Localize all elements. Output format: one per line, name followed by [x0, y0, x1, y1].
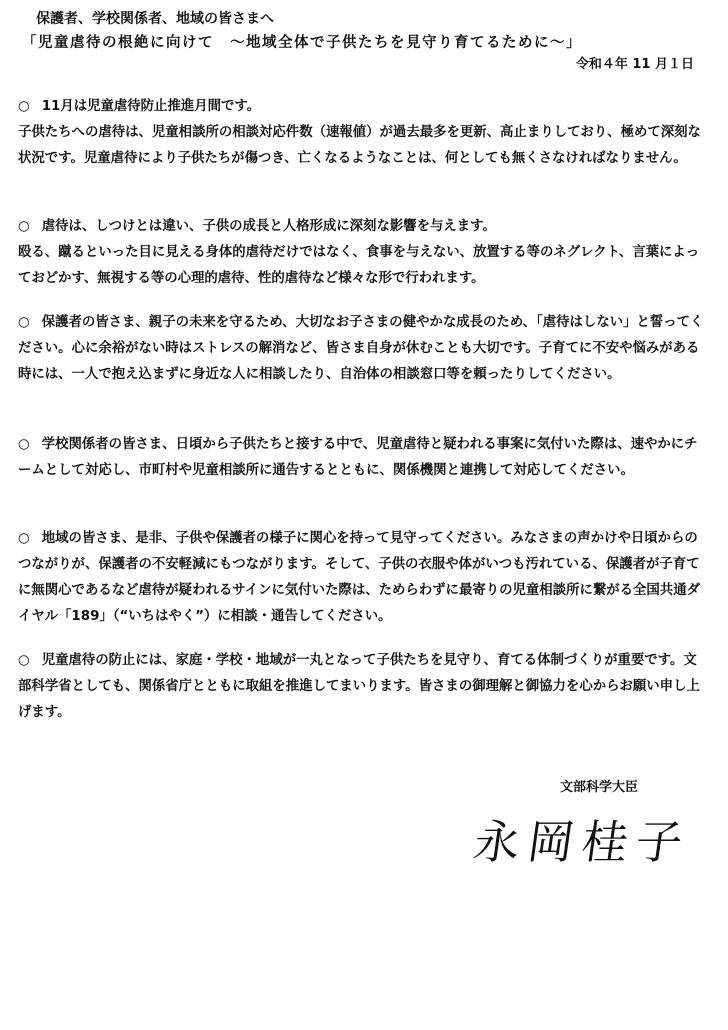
paragraph-text: 児童虐待の防止には、家庭・学校・地域が一丸となって子供たちを見守り、育てる体制づくりが重要です。文部科学省としても、関係省庁とともに取組を推進してまいります。皆さまの御理解と御協力を心からお願い申し上げます。 [18, 653, 700, 720]
letter-title: 「児童虐待の根絶に向けて ～地域全体で子供たちを見守り育てるために～」 [22, 35, 582, 51]
section-paragraph [18, 310, 708, 388]
addressee-line: 保護者、学校関係者、地域の皆さまへ [36, 11, 274, 27]
circle-bullet-icon: ○ [18, 653, 30, 668]
section-paragraph [18, 648, 708, 726]
section-paragraph [18, 526, 708, 630]
section-awareness-month [18, 94, 708, 172]
circle-bullet-icon: ○ [18, 531, 30, 546]
circle-bullet-icon: ○ [18, 437, 30, 452]
circle-bullet-icon: ○ [18, 219, 30, 234]
section-school-staff [18, 432, 708, 484]
section-body: 殴る、蹴るといった目に見える身体的虐待だけではなく、食事を与えない、放置する等のネグレクト、言葉によっておどかす、無視する等の心理的虐待、性的虐待など様々な形で行われます。 [18, 245, 700, 286]
circle-bullet-icon: ○ [18, 99, 30, 114]
heading-text: 11月は児童虐待防止推進月間です。 [41, 99, 261, 114]
paragraph-text: 学校関係者の皆さま、日頃から子供たちと接する中で、児童虐待と疑われる事案に気付いた際は、速やかにチームとして対応し、市町村や児童相談所に通告するとともに、関係機関と連携して対応してください。 [18, 437, 698, 478]
minister-title: 文部科学大臣 [560, 780, 639, 795]
section-paragraph [18, 432, 708, 484]
section-guardians [18, 310, 708, 388]
section-body: 子供たちへの虐待は、児童相談所の相談対応件数（速報値）が過去最多を更新、高止まりしており、極めて深刻な状況です。児童虐待により子供たちが傷つき、亡くなるようなことは、何としても無くさなければなりません。 [18, 125, 701, 166]
paragraph-text: 地域の皆さま、是非、子供や保護者の様子に関心を持って見守ってください。みなさまの声かけや日頃からのつながりが、保護者の不安軽減にもつながります。そして、子供の衣服や体がいつも汚れている、保護者が子育てに無関心であるなど虐待が疑われるサインに気付いた際は、ためらわずに最寄りの児童相談所に繋がる全国共通ダイヤル「189」（“いちはやく”）に相談・通告してください。 [18, 531, 700, 624]
section-heading [18, 214, 708, 240]
letter-date: 令和４年 11 月１日 [575, 57, 694, 72]
paragraph-text: 保護者の皆さま、親子の未来を守るため、大切なお子さまの健やかな成長のため、「虐待はしない」と誓ってください。心に余裕がない時はストレスの解消など、皆さま自身が休むことも大切です。子育てに不安や悩みがある時には、一人で抱え込まずに身近な人に相談したり、自治体の相談窓口等を頼ったりしてください。 [18, 315, 704, 382]
handwritten-signature: 永岡桂子 [470, 815, 694, 869]
section-community [18, 526, 708, 630]
section-abuse-vs-discipline [18, 214, 708, 292]
heading-text: 虐待は、しつけとは違い、子供の成長と人格形成に深刻な影響を与えます。 [41, 219, 496, 234]
section-heading [18, 94, 708, 120]
section-prevention-system [18, 648, 708, 726]
circle-bullet-icon: ○ [18, 315, 30, 330]
